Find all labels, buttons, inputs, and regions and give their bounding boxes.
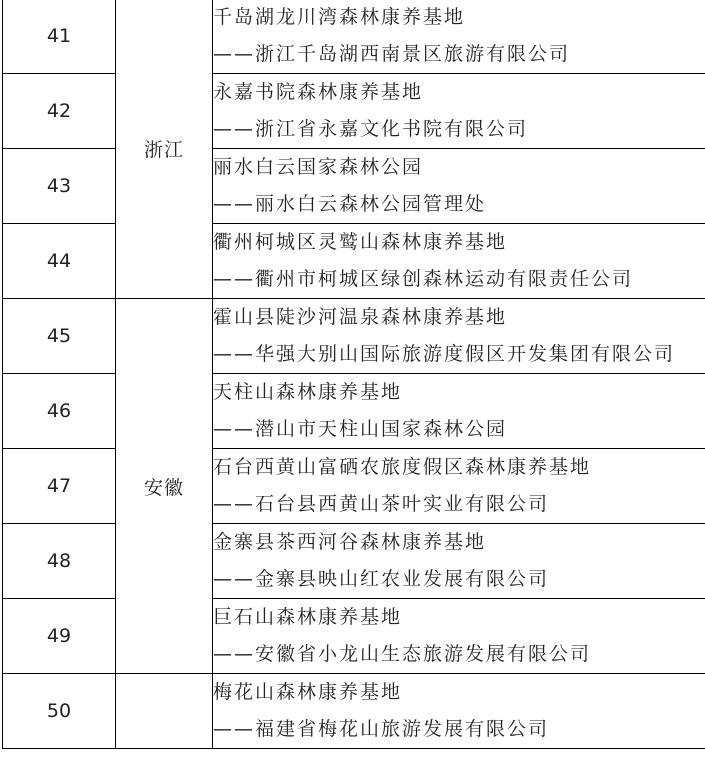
base-description [213,0,705,74]
row-number: 46 [3,374,116,449]
row-number: 49 [3,599,116,674]
row-number: 42 [3,74,116,149]
table-row [3,0,705,74]
province-cell: 浙江 [116,0,213,299]
base-operator: ——石台县西黄山茶叶实业有限公司 [213,493,550,515]
row-number: 43 [3,149,116,224]
base-name: 永嘉书院森林康养基地 [213,81,424,103]
table-row [3,224,705,299]
table-row [3,149,705,224]
base-description [213,224,705,299]
base-name: 千岛湖龙川湾森林康养基地 [213,6,466,28]
base-operator: ——丽水白云森林公园管理处 [213,193,487,215]
base-name: 霍山县陡沙河温泉森林康养基地 [213,306,508,328]
row-number: 41 [3,0,116,74]
base-name: 梅花山森林康养基地 [213,681,403,703]
base-name: 金寨县茶西河谷森林康养基地 [213,531,487,553]
base-description [213,674,705,749]
base-description [213,149,705,224]
base-description [213,374,705,449]
table-row [3,599,705,674]
row-number: 50 [3,674,116,749]
base-name: 天柱山森林康养基地 [213,381,403,403]
base-operator: ——福建省梅花山旅游发展有限公司 [213,718,550,740]
base-description [213,524,705,599]
forest-wellness-base-table [2,0,705,749]
province-cell: 安徽 [116,299,213,674]
table-row [3,524,705,599]
row-number: 45 [3,299,116,374]
table-row [3,74,705,149]
base-description [213,299,705,374]
base-operator: ——安徽省小龙山生态旅游发展有限公司 [213,643,592,665]
base-operator: ——华强大别山国际旅游度假区开发集团有限公司 [213,343,676,365]
province-cell [116,674,213,749]
base-operator: ——衢州市柯城区绿创森林运动有限责任公司 [213,268,634,290]
table-row [3,674,705,749]
table-row [3,299,705,374]
base-name: 石台西黄山富硒农旅度假区森林康养基地 [213,456,592,478]
table-row [3,449,705,524]
row-number: 48 [3,524,116,599]
base-operator: ——浙江千岛湖西南景区旅游有限公司 [213,43,571,65]
base-description [213,74,705,149]
base-operator: ——金寨县映山红农业发展有限公司 [213,568,550,590]
base-name: 丽水白云国家森林公园 [213,156,424,178]
base-name: 巨石山森林康养基地 [213,606,403,628]
base-operator: ——浙江省永嘉文化书院有限公司 [213,118,529,140]
base-description [213,449,705,524]
base-operator: ——潜山市天柱山国家森林公园 [213,418,508,440]
table-row [3,374,705,449]
row-number: 44 [3,224,116,299]
base-name: 衢州柯城区灵鹫山森林康养基地 [213,231,508,253]
row-number: 47 [3,449,116,524]
base-description [213,599,705,674]
